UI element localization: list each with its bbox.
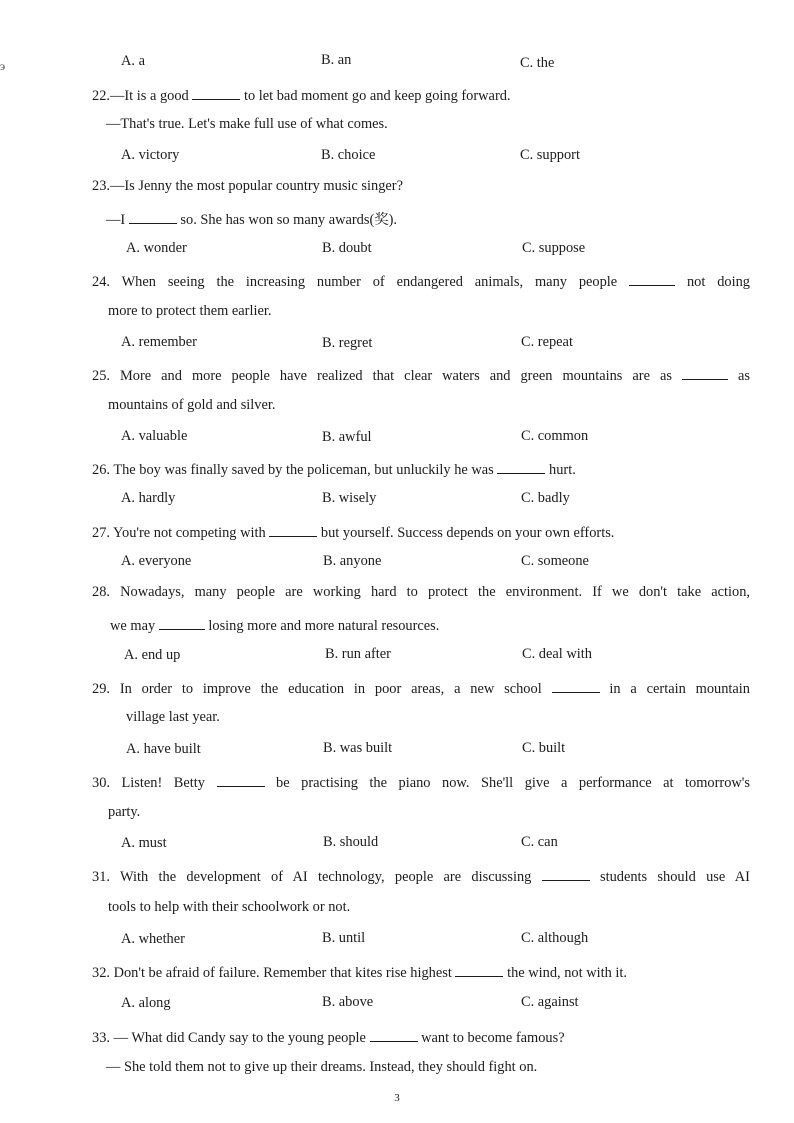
dialogue-reply: —That's true. Let's make full use of what comes.: [106, 116, 388, 132]
dialogue-reply: —I so. She has won so many awards(奖).: [106, 212, 398, 228]
question-stem: 32. Don't be afraid of failure. Remember that kites rise highest the wind, not with it.: [92, 965, 627, 981]
question-stem: 23.—Is Jenny the most popular country music singer?: [92, 178, 403, 194]
option-c[interactable]: C. although: [521, 930, 589, 946]
option-b[interactable]: B. choice: [321, 147, 376, 163]
option-c[interactable]: C. deal with: [522, 646, 592, 662]
option-a[interactable]: A. end up: [124, 647, 181, 663]
option-b[interactable]: B. wisely: [322, 490, 377, 506]
option-b[interactable]: B. doubt: [322, 240, 372, 256]
answer-blank[interactable]: [455, 963, 503, 977]
question-stem-cont: mountains of gold and silver.: [108, 397, 276, 413]
option-c[interactable]: C. the: [520, 55, 555, 71]
answer-blank[interactable]: [552, 679, 600, 693]
question-stem: 30. Listen! Betty be practising the piano now. She'll give a performance at tomorrow's: [92, 775, 750, 791]
answer-blank[interactable]: [269, 523, 317, 537]
option-b[interactable]: B. above: [322, 994, 374, 1010]
option-a[interactable]: A. victory: [121, 147, 180, 163]
question-stem-cont: more to protect them earlier.: [108, 303, 272, 319]
edge-mark: э: [0, 59, 6, 73]
question-stem: 27. You're not competing with but yourself. Success depends on your own efforts.: [92, 525, 615, 541]
option-a[interactable]: A. everyone: [121, 553, 192, 569]
answer-blank[interactable]: [217, 773, 265, 787]
question-stem-cont: party.: [108, 804, 141, 820]
question-stem-cont: village last year.: [126, 709, 220, 725]
page-number: 3: [394, 1092, 400, 1104]
option-c[interactable]: C. suppose: [522, 240, 586, 256]
question-stem: 26. The boy was finally saved by the policeman, but unluckily he was hurt.: [92, 462, 576, 478]
option-c[interactable]: C. built: [522, 740, 566, 756]
dialogue-reply: — She told them not to give up their dreams. Instead, they should fight on.: [106, 1059, 538, 1075]
option-a[interactable]: A. wonder: [126, 240, 187, 256]
answer-blank[interactable]: [129, 210, 177, 224]
question-stem: 29. In order to improve the education in poor areas, a new school in a certain mountain: [92, 681, 750, 697]
answer-blank[interactable]: [682, 366, 728, 380]
option-b[interactable]: B. should: [323, 834, 379, 850]
question-stem: 22.—It is a good to let bad moment go and keep going forward.: [92, 88, 511, 104]
question-stem-cont: we may losing more and more natural resources.: [110, 618, 440, 634]
option-a[interactable]: A. whether: [121, 931, 185, 947]
option-b[interactable]: B. until: [322, 930, 366, 946]
option-a[interactable]: A. valuable: [121, 428, 188, 444]
option-a[interactable]: A. remember: [121, 334, 197, 350]
option-c[interactable]: C. support: [520, 147, 580, 163]
question-stem: 25. More and more people have realized that clear waters and green mountains are as as: [92, 368, 750, 384]
option-b[interactable]: B. anyone: [323, 553, 382, 569]
option-a[interactable]: A. have built: [126, 741, 201, 757]
answer-blank[interactable]: [629, 272, 675, 286]
question-stem: 31. With the development of AI technology, people are discussing students should use AI: [92, 869, 750, 885]
answer-blank[interactable]: [159, 616, 205, 630]
answer-blank[interactable]: [370, 1028, 418, 1042]
option-b[interactable]: B. awful: [322, 429, 372, 445]
option-b[interactable]: B. regret: [322, 335, 373, 351]
option-c[interactable]: C. someone: [521, 553, 589, 569]
option-a[interactable]: A. a: [121, 53, 145, 69]
answer-blank[interactable]: [192, 86, 240, 100]
option-b[interactable]: B. run after: [325, 646, 391, 662]
question-stem: 28. Nowadays, many people are working hard to protect the environment. If we don't take action,: [92, 584, 750, 600]
option-c[interactable]: C. can: [521, 834, 558, 850]
option-c[interactable]: C. common: [521, 428, 589, 444]
option-a[interactable]: A. along: [121, 995, 171, 1011]
option-b[interactable]: B. an: [321, 52, 352, 68]
option-c[interactable]: C. against: [521, 994, 579, 1010]
answer-blank[interactable]: [542, 867, 590, 881]
option-b[interactable]: B. was built: [323, 740, 393, 756]
question-stem-cont: tools to help with their schoolwork or not.: [108, 899, 351, 915]
answer-blank[interactable]: [497, 460, 545, 474]
question-stem: 33. — What did Candy say to the young people want to become famous?: [92, 1030, 565, 1046]
question-stem: 24. When seeing the increasing number of endangered animals, many people not doing: [92, 274, 750, 290]
option-c[interactable]: C. badly: [521, 490, 570, 506]
option-c[interactable]: C. repeat: [521, 334, 573, 350]
option-a[interactable]: A. hardly: [121, 490, 176, 506]
option-a[interactable]: A. must: [121, 835, 167, 851]
